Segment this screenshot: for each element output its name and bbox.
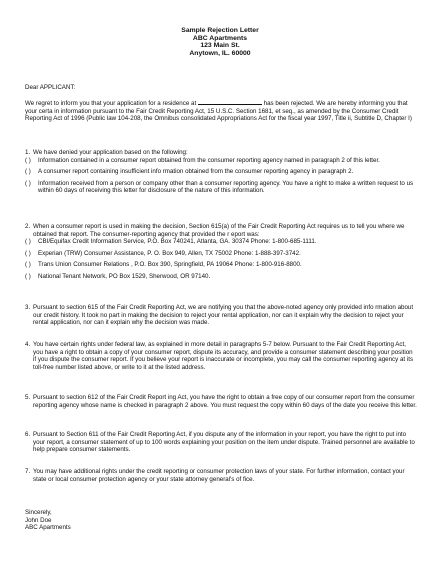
company-street: 123 Main St. <box>200 42 240 50</box>
salutation: Dear APPLICANT: <box>25 84 76 91</box>
option-text: Information received from a person or company other than a consumer reporting agency. You have a right to make a written request to us within 60 days of receiving this letter for disclosure of the nature of this information. <box>38 179 414 194</box>
section-1 <box>25 149 417 195</box>
section-text: We have denied your application based on the following: <box>33 149 188 156</box>
section-number: 4. <box>25 341 31 348</box>
section-4 <box>25 341 417 371</box>
option-item <box>25 180 417 195</box>
option-text: Experian (TRW) Consumer Assistance, P. O. Box 949, Allen, TX 75002 Phone: 1-888-397-3742. <box>38 249 301 257</box>
section-7 <box>25 468 417 483</box>
section-text: Pursuant to Section 611 of the Fair Credit Reporting Act, if you dispute any of the information in your report, you have the right to put into your report, a consumer statement of up to 100 words explaining your position on the item under dispute. Trained personnel are available to help prepare consumer statements. <box>33 431 415 453</box>
option-text: National Tenant Network, PO Box 1529, Sherwood, OR 97140. <box>38 272 211 280</box>
intro-text-end: has been rejected. We are hereby informing you that your certa in information pursuant to the Fair Credit Reporting Act, 15 U.S.C. Section 1681, et seq., as amended by the Consumer Credit Reporting Act of 1996 (Public law 104-208, the Omnibus consolidated Appropriations Act for the fiscal year 1997, Title ii, Subtitle D, Chapter I) <box>25 100 412 122</box>
intro-paragraph <box>25 99 417 123</box>
option-item <box>25 250 417 258</box>
section-text: Pursuant to section 612 of the Fair Credit Report ing Act, you have the right to obtain a free copy of our consumer report from the consumer reporting agency whose name is checked in paragraph 2 above. You must request the copy within 60 days of the date you receive this letter. <box>33 394 417 409</box>
section-text: Pursuant to section 615 of the Fair Credit Reporting Act, we are notifying you that the above-noted agency only provided info rmation about our credit history. It took no part in making the decision to reject your rental application, nor can it explain why the decision to reject your rental application, nor can it explain why the decision was made. <box>33 304 414 326</box>
section-text: When a consumer report is used in making the decision, Section 615(a) of the Fair Credit Reporting Act requires us to tell you where we obtained that report. The consumer-reporting agency that provided the r eport was: <box>33 223 405 238</box>
option-item <box>25 261 417 269</box>
checkbox-mark: ( ) <box>25 272 31 280</box>
section-3 <box>25 304 417 327</box>
checkbox-mark: ( ) <box>25 261 31 268</box>
section-2 <box>25 223 417 280</box>
valediction: Sincerely, <box>25 509 52 516</box>
option-text: Information contained in a consumer report obtained from the consumer reporting agency named in paragraph 2 of this letter. <box>38 156 380 164</box>
section-text: You may have additional rights under the credit reporting or consumer protection laws of your state. For further information, contact your state or local consumer protection agency or your state attorney general's of fice. <box>33 468 405 483</box>
checkbox-mark: ( ) <box>25 179 31 187</box>
signer-name: John Doe <box>25 516 52 524</box>
option-item <box>25 238 417 246</box>
address-blank-line <box>198 99 262 105</box>
option-text: A consumer report containing insufficient info rmation obtained from the consumer reporting agency in paragraph 2. <box>38 168 354 175</box>
section-5 <box>25 394 417 409</box>
checkbox-mark: ( ) <box>25 249 31 257</box>
intro-text-start: We regret to inform you that your application for a residence at <box>25 100 197 107</box>
signer-company: ABC Apartments <box>25 524 71 531</box>
company-city: Anytown, IL. 60000 <box>189 49 251 57</box>
option-text: CBI/Equifax Credit Information Service, P.O. Box 740241, Atlanta, GA. 30374 Phone: 1-800-685-1111. <box>38 238 317 245</box>
checkbox-mark: ( ) <box>25 156 31 164</box>
closing-block <box>25 509 417 532</box>
checkbox-mark: ( ) <box>25 238 31 245</box>
section-number: 5. <box>25 394 31 401</box>
letter-header <box>0 27 440 57</box>
section-number: 6. <box>25 431 31 438</box>
section-number: 3. <box>25 304 31 311</box>
section-6 <box>25 431 417 454</box>
option-text: Trans Union Consumer Relations , P.O. Box 390, Springfield, PA 19064 Phone: 1-800-916-8800. <box>38 261 302 268</box>
checkbox-mark: ( ) <box>25 168 31 175</box>
option-item <box>25 168 417 176</box>
section-number: 2. <box>25 223 31 230</box>
section-text: You have certain rights under federal law, as explained in more detail in paragraphs 5-7 below. Pursuant to the Fair Credit Reporting Act, you have a right to obtain a copy of your consumer report, dispute its accuracy, and provide a consumer statement describing your position if you dispute the consumer report. If you believe your report is inaccurate or incomplete, you may call the consumer reporting agency at its toll-free number listed above, or write to it at the listed address. <box>33 341 414 371</box>
letter-title: Sample Rejection Letter <box>181 27 259 34</box>
option-item <box>25 273 417 281</box>
option-item <box>25 157 417 165</box>
section-number: 7. <box>25 468 31 475</box>
company-name: ABC Apartments <box>192 34 248 42</box>
section-number: 1. <box>25 149 31 156</box>
